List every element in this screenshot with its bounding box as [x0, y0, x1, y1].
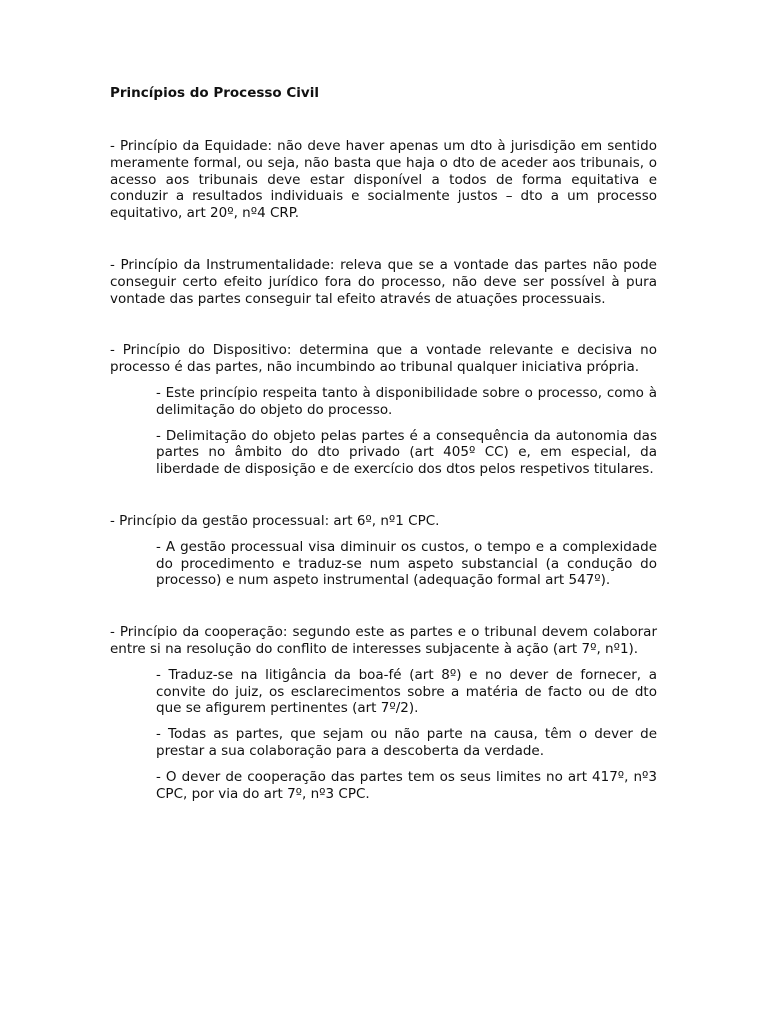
section-paragraph: - Princípio da Instrumentalidade: releva que se a vontade das partes não pode conseguir certo efeito jurídico fora do processo, não deve ser possível à pura vontade das partes conseguir tal efeito através de atuações processuais.	[110, 256, 657, 307]
sub-paragraph: - Todas as partes, que sejam ou não parte na causa, têm o dever de prestar a sua colaboração para a descoberta da verdade.	[156, 726, 657, 759]
section-gestao-processual	[110, 513, 657, 589]
document-page	[110, 84, 657, 837]
sub-paragraph: - O dever de cooperação das partes tem os seus limites no art 417º, nº3 CPC, por via do art 7º, nº3 CPC.	[156, 768, 657, 802]
document-title: Princípios do Processo Civil	[110, 85, 319, 101]
sub-paragraph: - Este princípio respeita tanto à disponibilidade sobre o processo, como à delimitação do objeto do processo.	[156, 384, 657, 418]
sub-paragraph: - Delimitação do objeto pelas partes é a consequência da autonomia das partes no âmbito do dto privado (art 405º CC) e, em especial, da liberdade de disposição e de exercício dos dtos pelos respetivos titulares.	[156, 427, 657, 478]
section-paragraph: - Princípio da cooperação: segundo este as partes e o tribunal devem colaborar entre si na resolução do conflito de interesses subjacente à ação (art 7º, nº1).	[110, 624, 657, 657]
section-dispositivo	[110, 342, 657, 478]
section-paragraph: - Princípio da gestão processual: art 6º, nº1 CPC.	[110, 512, 440, 529]
section-equidade	[110, 138, 657, 222]
sub-paragraph: - A gestão processual visa diminuir os custos, o tempo e a complexidade do procedimento e traduz-se num aspeto substancial (a condução do processo) e num aspeto instrumental (adequação formal art 547º).	[156, 538, 657, 589]
section-paragraph: - Princípio da Equidade: não deve haver apenas um dto à jurisdição em sentido meramente formal, ou seja, não basta que haja o dto de aceder aos tribunais, o acesso aos tribunais deve estar disponível a todos de forma equitativa e conduzir a resultados individuais e socialmente justos – dto a um processo equitativo, art 20º, nº4 CRP.	[110, 138, 657, 222]
section-paragraph: - Princípio do Dispositivo: determina que a vontade relevante e decisiva no processo é das partes, não incumbindo ao tribunal qualquer iniciativa própria.	[110, 342, 657, 376]
section-instrumentalidade	[110, 257, 657, 307]
sub-paragraph: - Traduz-se na litigância da boa-fé (art 8º) e no dever de fornecer, a convite do juiz, os esclarecimentos sobre a matéria de facto ou de dto que se afigurem pertinentes (art 7º/2).	[156, 666, 657, 717]
section-cooperacao	[110, 624, 657, 802]
